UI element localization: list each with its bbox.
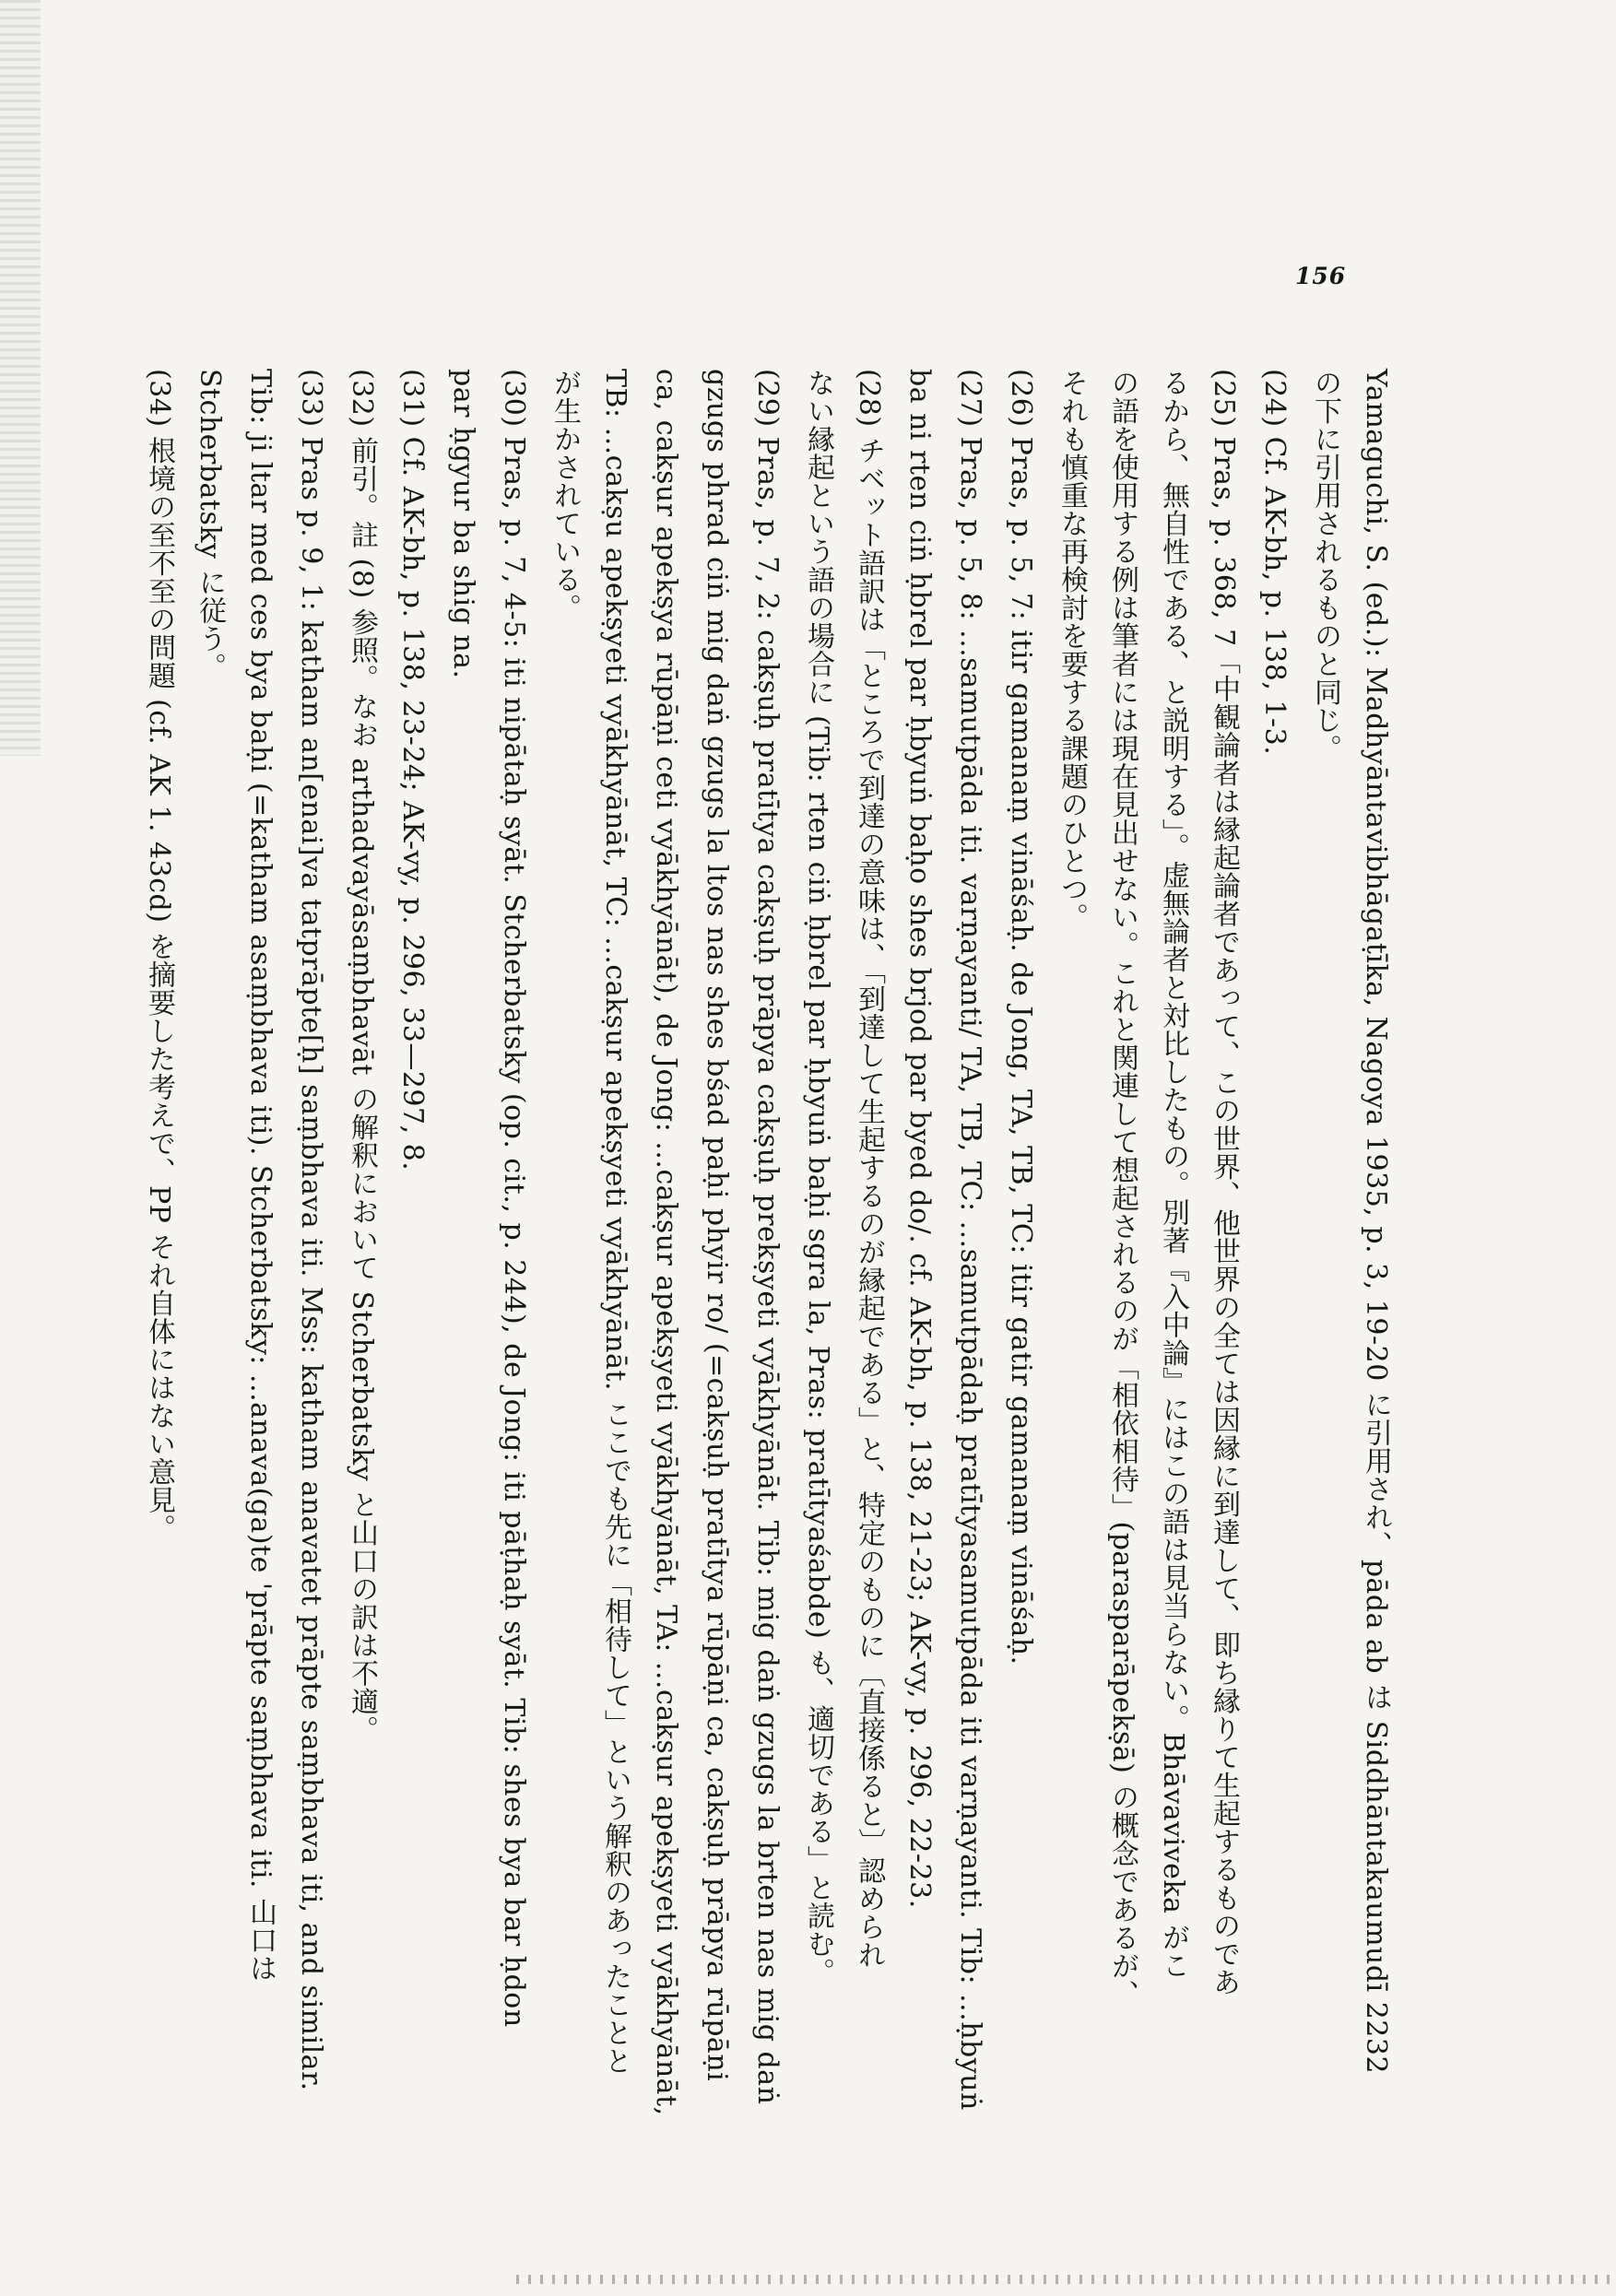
note-line: TB: ...cakṣu apekṣyeti vyākhyānāt, TC: ...cakṣur apekṣyeti vyākhyānāt. ここでも先に「相待して」という解釈のあったことと <box>599 369 631 2076</box>
page-number: 156 <box>1295 263 1347 289</box>
note-line: (30) Pras, p. 7, 4-5: iti nipātaḥ syāt. Stcherbatsky (op. cit., p. 244), de Jong: iti pāṭhaḥ syāt. Tib: shes bya bar ḥdon <box>498 369 530 2028</box>
note-line: (29) Pras, p. 7, 2: cakṣuḥ pratītya cakṣuḥ prāpya cakṣuḥ prekṣyeti vyākhyānāt. Tib: mig daṅ gzugs la brten nas mig daṅ <box>751 369 784 2105</box>
note-line: gzugs phrad ciṅ mig daṅ gzugs la ltos nas shes bśad paḥi phyir ro/ (=cakṣuḥ pratītya rūpāṇi ca, cakṣuḥ prāpya rūpāṇi <box>701 369 733 2082</box>
note-line: それも慎重な再検討を要する課題のひとつ。 <box>1056 369 1088 931</box>
note-line: (31) Cf. AK-bh, p. 138, 23-24; AK-vy, p. 296, 33—297, 8. <box>396 369 429 1172</box>
note-line: (25) Pras, p. 368, 7「中観論者は縁起論者であって、この世界、他世界の全ては因縁に到達して、即ち縁りて生起するものであ <box>1208 369 1240 1996</box>
note-line: par ḥgyur ba shig na. <box>447 369 479 679</box>
note-line: が生かされている。 <box>548 369 581 622</box>
scan-bottom-artifact <box>516 2275 1613 2284</box>
note-line: Yamaguchi, S. (ed.): Madhyāntavibhāgaṭīka, Nagoya 1935, p. 3, 19-20 に引用され、pāda ab は Siddhāntakaumudī 2232 <box>1360 369 1392 2075</box>
endnotes-body <box>120 369 1401 2116</box>
note-line: (24) Cf. AK-bh, p. 138, 1-3. <box>1258 369 1291 756</box>
note-line: ca, cakṣur apekṣya rūpāṇi ceti vyākhyānāt), de Jong: ...cakṣur apekṣyeti vyākhyānāt, TA: ...cakṣur apekṣyeti vyākhyānāt, <box>650 369 682 2116</box>
note-line: (34) 根境の至不至の問題 (cf. AK 1. 43cd) を摘要した考えで、PP それ自体にはない意見。 <box>143 369 175 1542</box>
note-line: (28) チベット語訳は「ところで到達の意味は、「到達して生起するのが縁起である」と、特定のものに〔直接係ると〕認められ <box>853 369 885 1970</box>
note-line: るから、無自性である、と説明する」。虚無論者と対比したもの。別著『入中論』にはこの語は見当らない。Bhāvaviveka がこ <box>1157 369 1189 1980</box>
scan-edge-artifact <box>0 0 41 756</box>
note-line: ba ni rten ciṅ ḥbrel par ḥbyuṅ baḥo shes brjod par byed do/. cf. AK-bh, p. 138, 21-23; AK-vy, p. 296, 22-23. <box>903 369 936 1909</box>
note-line: (27) Pras, p. 5, 8: ...samutpāda iti. varṇayanti/ TA, TB, TC: ...samutpādaḥ pratītyasamutpāda iti varṇayanti. Tib: ...ḥbyuṅ <box>954 369 986 2111</box>
note-line: (32) 前引。註 (8) 参照。なお arthadvayāsaṃbhavāt の解釈において Stcherbatsky と山口の訳は不適。 <box>346 369 378 1744</box>
note-line: ない縁起という語の場合に (Tib: rten ciṅ ḥbrel par ḥbyuṅ baḥi sgra la, Pras: pratītyaśabde) も、適切である」と読む。 <box>802 369 834 1986</box>
note-line: (26) Pras, p. 5, 7: itir gamanaṃ vināśaḥ. de Jong, TA, TB, TC: itir gatir gamanaṃ vināśaḥ. <box>1005 369 1037 1666</box>
note-line: の語を使用する例は筆者には現在見出せない。これと関連して想起されるのが「相依相待」(parasparāpekṣā) の概念であるが、 <box>1106 369 1138 2008</box>
note-line: (33) Pras p. 9, 1: katham an[enai]va tatprāpte[ḥ] saṃbhava iti. Mss: katham anavatet prāpte saṃbhava iti, and similar. <box>295 369 327 2091</box>
note-line: Tib: ji ltar med ces bya baḥi (=katham asaṃbhava iti). Stcherbatsky: ...anava(ga)te 'prāpte saṃbhava iti. 山口は <box>244 369 277 1983</box>
note-line: Stcherbatsky に従う。 <box>194 369 226 681</box>
note-line: の下に引用されるものと同じ。 <box>1309 369 1341 762</box>
